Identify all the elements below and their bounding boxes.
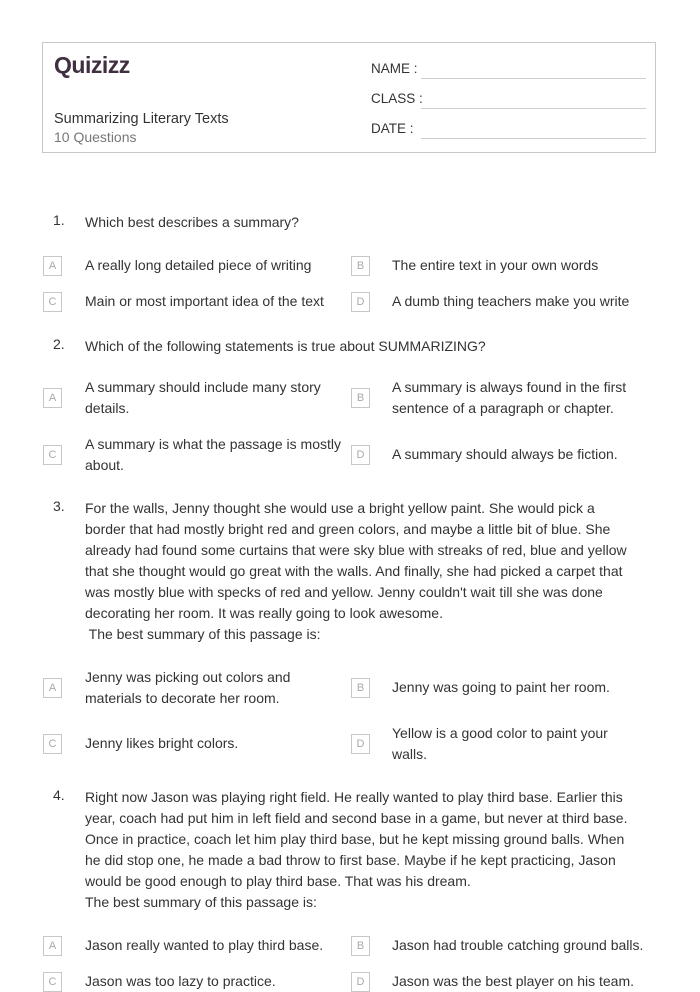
option-letter-box[interactable]: D — [351, 734, 370, 754]
option-text: A summary should always be fiction. — [392, 446, 618, 462]
option-letter-box[interactable]: A — [43, 256, 62, 276]
option-letter-box[interactable]: B — [351, 936, 370, 956]
option-letter-box[interactable]: D — [351, 292, 370, 312]
class-label: CLASS : — [371, 91, 423, 106]
question-number: 1. — [53, 212, 65, 228]
question-text: For the walls, Jenny thought she would use a bright yellow paint. She would pick a border that had mostly bright red and green colors, and maybe a little bit of blue. She already had found some curtains that were sky blue with streaks of red, blue and yellow that she thought would go great with the walls. And finally, she had picked a carpet that was mostly blue with specks of red and yellow. Jenny couldn't wait till she was done decorating her room. It was really going to look awesome. The best summary of this passage is: — [85, 500, 627, 642]
option-text: A dumb thing teachers make you write — [392, 293, 630, 309]
option-text: Jason was too lazy to practice. — [85, 973, 276, 989]
question-number: 3. — [53, 498, 65, 514]
option-text: Jason had trouble catching ground balls. — [392, 937, 644, 953]
option-text: Jenny was picking out colors and materials to decorate her room. — [85, 669, 291, 706]
option-letter-box[interactable]: C — [43, 292, 62, 312]
option-letter-box[interactable]: C — [43, 734, 62, 754]
question-number: 4. — [53, 787, 65, 803]
option-text: A summary should include many story details. — [85, 379, 321, 416]
question-count: 10 Questions — [54, 129, 137, 145]
option-text: A summary is what the passage is mostly about. — [85, 436, 341, 473]
name-line — [421, 78, 646, 79]
worksheet-header — [42, 42, 656, 153]
option-text: Jason was the best player on his team. — [392, 973, 635, 989]
option-letter-box[interactable]: C — [43, 445, 62, 465]
quizizz-logo: Quizizz — [54, 52, 130, 78]
option-letter-box[interactable]: B — [351, 256, 370, 276]
option-text: A summary is always found in the first sentence of a paragraph or chapter. — [392, 379, 627, 416]
date-line — [421, 138, 646, 139]
option-letter-box[interactable]: B — [351, 388, 370, 408]
option-text: The entire text in your own words — [392, 257, 599, 273]
worksheet-title: Summarizing Literary Texts — [54, 111, 229, 127]
option-letter-box[interactable]: C — [43, 972, 62, 992]
option-letter-box[interactable]: A — [43, 388, 62, 408]
class-line — [421, 108, 646, 109]
option-text: Jenny was going to paint her room. — [392, 679, 610, 695]
option-text: A really long detailed piece of writing — [85, 257, 312, 273]
option-letter-box[interactable]: A — [43, 936, 62, 956]
option-text: Jason really wanted to play third base. — [85, 937, 324, 953]
option-text: Yellow is a good color to paint your walls. — [392, 725, 608, 762]
question-text: Which of the following statements is true about SUMMARIZING? — [85, 338, 486, 354]
option-letter-box[interactable]: D — [351, 972, 370, 992]
option-text: Jenny likes bright colors. — [85, 735, 239, 751]
question-text: Right now Jason was playing right field. He really wanted to play third base. Earlier this year, coach had put him in left field and second base in a game, but never at third base. Once in practice, coach let him play third base, but he kept missing ground balls. When he did stop one, he made a bad throw to first base. Maybe if he kept practicing, Jason would be good enough to play third base. That was his dream. The best summary of this passage is: — [85, 789, 628, 910]
option-letter-box[interactable]: A — [43, 678, 62, 698]
option-letter-box[interactable]: D — [351, 445, 370, 465]
name-label: NAME : — [371, 61, 418, 76]
option-letter-box[interactable]: B — [351, 678, 370, 698]
option-text: Main or most important idea of the text — [85, 293, 324, 309]
question-number: 2. — [53, 336, 65, 352]
question-text: Which best describes a summary? — [85, 214, 299, 230]
date-label: DATE : — [371, 121, 414, 136]
